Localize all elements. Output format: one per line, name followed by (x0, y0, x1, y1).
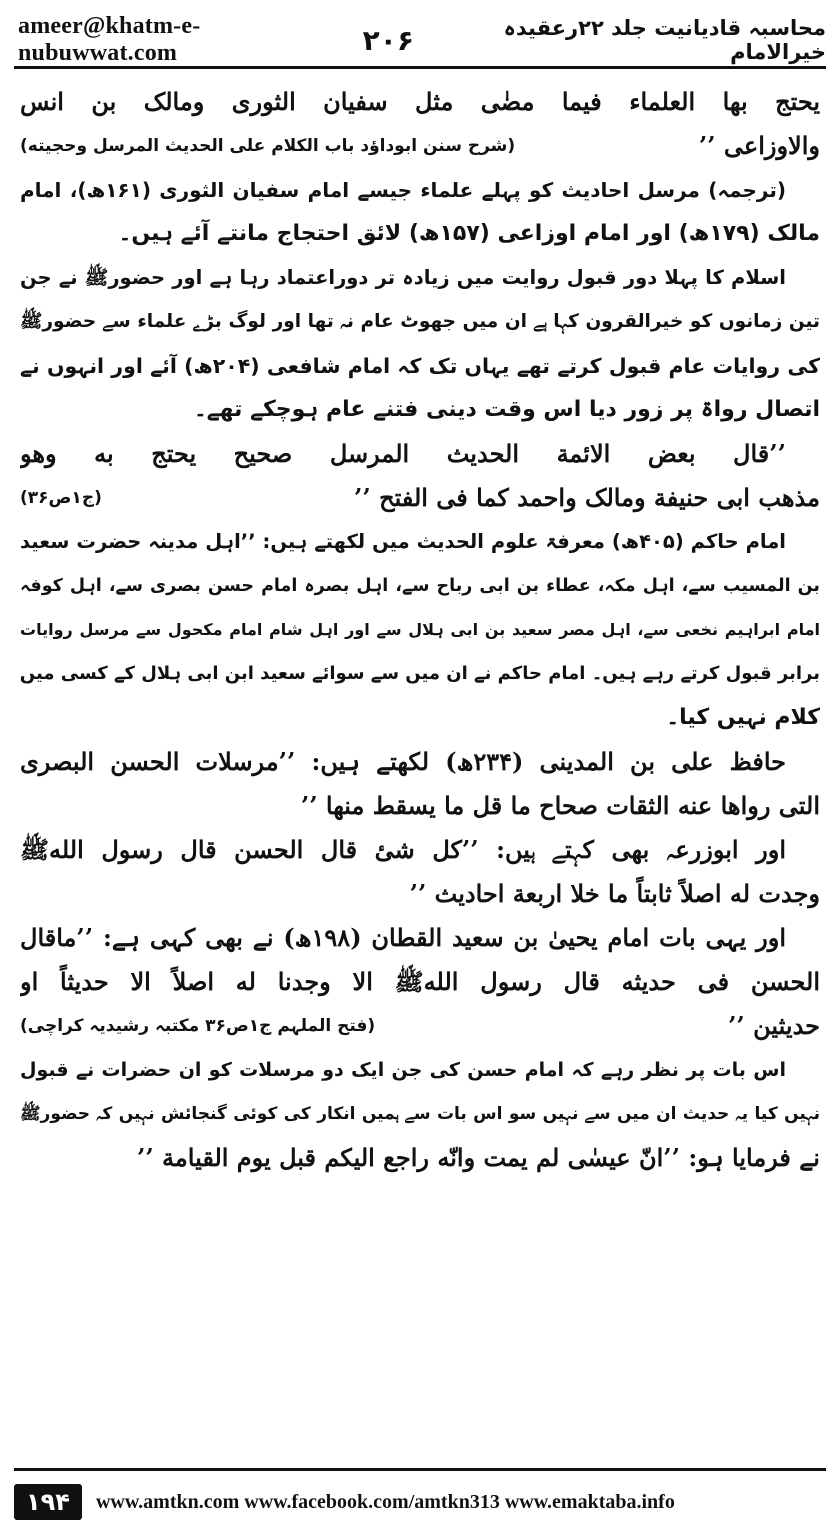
text-line-16: حافظ علی بن المدینی (۲۳۴ھ) لکھتے ہیں: ’’مرسلات الحسن البصری (20, 747, 786, 776)
footer-links[interactable]: www.amtkn.com www.facebook.com/amtkn313 www.emaktaba.info (95, 1490, 675, 1513)
text-line-5: اسلام کا پہلا دور قبول روایت میں زیادہ تر دوراعتماد رہا ہے اور حضورﷺ نے جن (20, 266, 786, 289)
text-line-10 (20, 476, 820, 520)
text-line-4: مالک (۱۷۹ھ) اور امام اوزاعی (۱۵۷ھ) لائق احتجاج مانتے آئے ہیں۔ (118, 221, 820, 246)
text-line-20: اور یہی بات امام یحییٰ بن سعید القطان (۱۹۸ھ) نے بھی کہی ہے: ’’ماقال (20, 923, 786, 952)
header-book-title: محاسبہ قادیانیت جلد ۲۲رعقیدہ خیرالامام (503, 16, 826, 64)
text-line-7: کی روایات عام قبول کرتے تھے یہاں تک کہ امام شافعی (۲۰۴ھ) آئے اور انہوں نے (20, 354, 820, 378)
text-line-22-main: حدیثین ’’ (728, 1011, 820, 1040)
text-line-9: ’’قال بعض الائمة الحدیث المرسل صحیح یحتج به وھو (20, 439, 786, 468)
text-line-3: (ترجمہ) مرسل احادیث کو پہلے علماء جیسے امام سفیان الثوری (۱۶۱ھ)، امام (20, 178, 787, 202)
footer-page-number: ۱۹۴ (14, 1484, 82, 1520)
header-page-number: ۲۰۶ (362, 23, 414, 57)
text-line-15: کلام نہیں کیا۔ (666, 705, 820, 730)
reference-sunan: (شرح سنن ابوداؤد باب الکلام علی الحدیث المرسل وحجیته) (20, 136, 516, 156)
reference-mulhim: (فتح الملہم ج۱ص۳۶ مکتبہ رشیدیہ کراچی) (20, 1016, 376, 1036)
text-line-23: اس بات پر نظر رہے کہ امام حسن کی جن ایک دو مرسلات کو ان حضرات نے قبول (20, 1059, 786, 1081)
header-rule (14, 66, 826, 69)
text-line-12: بن المسیب سے، اہل مکہ، عطاء بن ابی رباح سے، اہل بصرہ امام حسن بصری سے، اہل کوفہ (20, 576, 820, 596)
text-line-6: تین زمانوں کو خیرالقرون کہا ہے ان میں جھوٹ عام نہ تھا اور لوگ بڑے علماء سے حضورﷺ (20, 311, 820, 332)
text-line-1: یحتج بھا العلماء فیما مضٰی مثل سفیان الثوری ومالک بن انس (20, 87, 820, 116)
footer-rule (14, 1468, 826, 1471)
text-line-18: اور ابوزرعہ بھی کہتے ہیں: ’’کل شیٔ قال الحسن قال رسول اللهﷺ (20, 835, 786, 864)
text-line-21: الحسن فی حدیثه قال رسول اللهﷺ الا وجدنا له اصلاً الا حدیثاً او (20, 967, 820, 996)
text-line-10-main: مذھب ابی حنیفة ومالک واحمد کما فی الفتح ’’ (354, 483, 820, 512)
page-footer (14, 1476, 826, 1528)
reference-fath: (ج۱ص۳۶) (20, 488, 102, 508)
text-line-24: نہیں کیا یہ حدیث ان میں سے نہیں سو اس بات سے ہمیں انکار کی کوئی گنجائش نہیں کہ حضورﷺ (20, 1104, 820, 1124)
text-line-8: اتصال رواۃ پر زور دیا اس وقت دینی فتنے عام ہوچکے تھے۔ (193, 397, 820, 422)
text-line-2 (20, 124, 820, 168)
text-line-11: امام حاکم (۴۰۵ھ) معرفۃ علوم الحدیث میں لکھتے ہیں: ’’اہل مدینہ حضرت سعید (20, 530, 786, 553)
text-line-17: التی رواھا عنه الثقات صحاح ما قل ما یسقط منھا ’’ (300, 791, 820, 820)
text-line-22 (20, 1004, 820, 1048)
text-line-19: وجدت له اصلاً ثابتاً ما خلا اربعة احادیث ’’ (409, 879, 820, 908)
text-line-14: برابر قبول کرتے رہے ہیں۔ امام حاکم نے ان میں سے سوائے سعید ابن ابی ہلال کے کسی میں (20, 663, 820, 684)
page-body (20, 80, 820, 1460)
text-line-25: نے فرمایا ہو: ’’انّ عیسٰی لم یمت وانّه راجع الیکم قبل یوم القیامة ’’ (136, 1143, 820, 1172)
header-email: ameer@khatm-e-nubuwwat.com (18, 13, 201, 66)
text-line-2-main: والاوزاعی ’’ (698, 131, 820, 160)
text-line-13: امام ابراہیم نخعی سے، اہل مصر سعید بن ابی ہلال سے اور اہل شام امام مکحول سے مرسل روایات (20, 620, 820, 639)
page-header (18, 13, 826, 66)
